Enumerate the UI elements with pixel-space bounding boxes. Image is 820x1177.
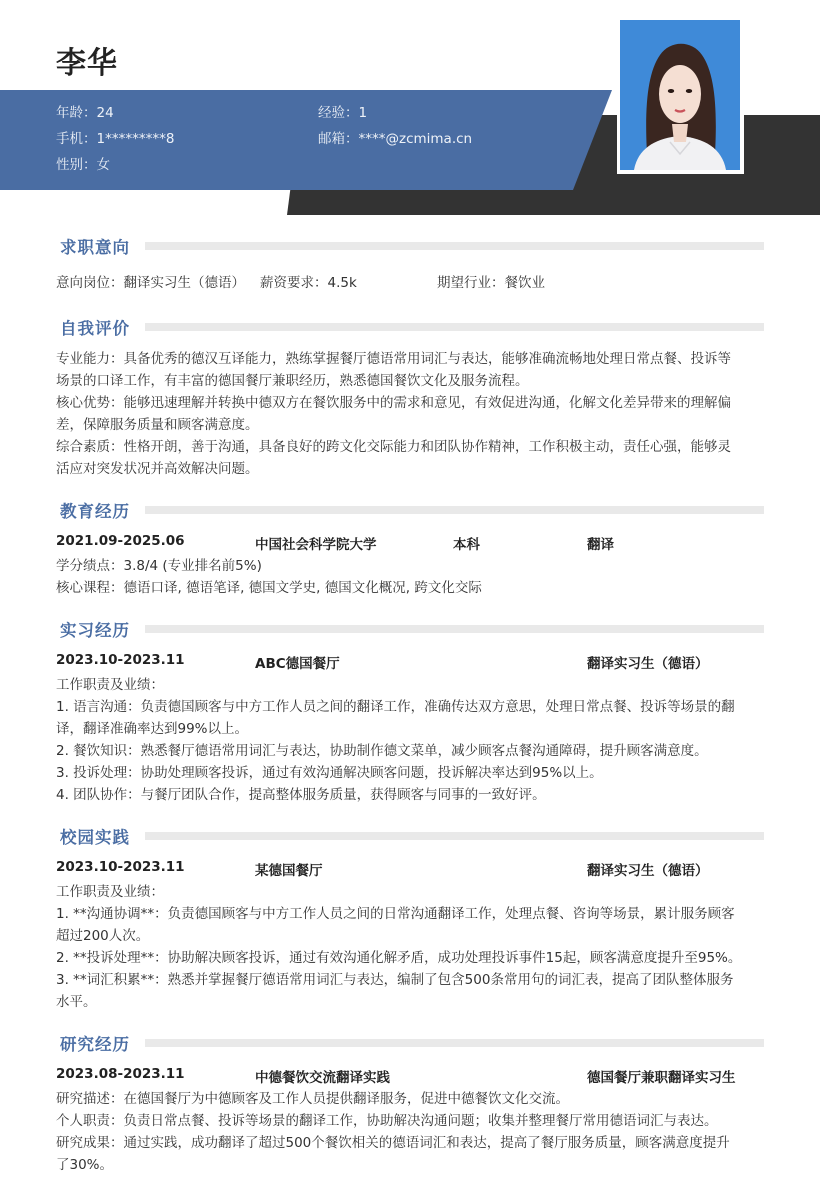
section-title: 校园实践 bbox=[60, 828, 130, 847]
education-date: 2021.09-2025.06 bbox=[56, 533, 185, 549]
profile-photo bbox=[620, 20, 740, 170]
research-role: 德国餐厅兼职翻译实习生 bbox=[587, 1070, 736, 1086]
research-line: 研究成果：通过实践，成功翻译了超过500个餐饮相关的德语词汇和表达，提高了餐厅服务质量，顾客满意度提升 bbox=[56, 1135, 730, 1151]
internship-line: 3. 投诉处理：协助处理顾客投诉，通过有效沟通解决顾客问题，投诉解决率达到95%以上。 bbox=[56, 765, 603, 781]
section-divider bbox=[145, 323, 764, 331]
section-title: 实习经历 bbox=[60, 621, 130, 640]
internship-date: 2023.10-2023.11 bbox=[56, 652, 185, 668]
self-eval-line: 综合素质：性格开朗，善于沟通，具备良好的跨文化交际能力和团队协作精神，工作积极主动，责任心强，能够灵 bbox=[56, 439, 731, 455]
research-line: 个人职责：负责日常点餐、投诉等场景的翻译工作，协助解决沟通问题；收集并整理餐厅常用德语词汇与表达。 bbox=[56, 1113, 718, 1129]
portrait-icon bbox=[620, 20, 740, 170]
research-date: 2023.08-2023.11 bbox=[56, 1066, 185, 1082]
intent-position: 意向岗位：翻译实习生（德语） bbox=[56, 275, 245, 291]
campus-line: 3. **词汇积累**：熟悉并掌握餐厅德语常用词汇与表达，编制了包含500条常用句的词汇表，提高了团队整体服务 bbox=[56, 972, 734, 988]
internship-line: 4. 团队协作：与餐厅团队合作，提高整体服务质量，获得顾客与同事的一致好评。 bbox=[56, 787, 546, 803]
self-eval-line: 活应对突发状况并高效解决问题。 bbox=[56, 461, 259, 477]
info-phone: 手机：1*********8 bbox=[56, 131, 175, 147]
education-major: 翻译 bbox=[587, 537, 614, 553]
intent-industry: 期望行业：餐饮业 bbox=[437, 275, 545, 291]
intent-salary: 薪资要求：4.5k bbox=[260, 275, 357, 291]
campus-role: 翻译实习生（德语） bbox=[587, 863, 709, 879]
campus-line: 2. **投诉处理**：协助解决顾客投诉，通过有效沟通化解矛盾，成功处理投诉事件15起，顾客满意度提升至95%。 bbox=[56, 950, 742, 966]
internship-line: 工作职责及业绩： bbox=[56, 677, 164, 693]
self-eval-line: 专业能力：具备优秀的德汉互译能力，熟练掌握餐厅德语常用词汇与表达，能够准确流畅地处理日常点餐、投诉等 bbox=[56, 351, 731, 367]
section-header-campus bbox=[0, 824, 820, 850]
section-divider bbox=[145, 1039, 764, 1047]
campus-line: 1. **沟通协调**：负责德国顾客与中方工作人员之间的日常沟通翻译工作，处理点餐、咨询等场景，累计服务顾客 bbox=[56, 906, 735, 922]
section-title: 求职意向 bbox=[60, 238, 130, 257]
section-divider bbox=[145, 242, 764, 250]
self-eval-line: 核心优势：能够迅速理解并转换中德双方在餐饮服务中的需求和意见，有效促进沟通，化解文化差异带来的理解偏 bbox=[56, 395, 731, 411]
section-title: 教育经历 bbox=[60, 502, 130, 521]
section-header-internship bbox=[0, 617, 820, 643]
info-age: 年龄：24 bbox=[56, 105, 114, 121]
section-divider bbox=[145, 832, 764, 840]
info-email: 邮箱：****@zcmima.cn bbox=[318, 131, 473, 147]
section-header-intent bbox=[0, 234, 820, 260]
education-line: 学分绩点：3.8/4 (专业排名前5%) bbox=[56, 558, 262, 574]
section-header-self-eval bbox=[0, 315, 820, 341]
info-gender: 性别：女 bbox=[56, 157, 110, 173]
education-line: 核心课程：德语口译, 德语笔译, 德国文学史, 德国文化概况, 跨文化交际 bbox=[56, 580, 482, 596]
education-degree: 本科 bbox=[453, 537, 480, 553]
campus-line: 超过200人次。 bbox=[56, 928, 150, 944]
internship-line: 译，翻译准确率达到99%以上。 bbox=[56, 721, 249, 737]
campus-company: 某德国餐厅 bbox=[255, 863, 323, 879]
campus-date: 2023.10-2023.11 bbox=[56, 859, 185, 875]
research-line: 了30%。 bbox=[56, 1157, 114, 1173]
self-eval-line: 场景的口译工作，有丰富的德国餐厅兼职经历，熟悉德国餐饮文化及服务流程。 bbox=[56, 373, 529, 389]
education-school: 中国社会科学院大学 bbox=[255, 537, 377, 553]
section-title: 研究经历 bbox=[60, 1035, 130, 1054]
section-divider bbox=[145, 506, 764, 514]
resume-header bbox=[0, 0, 820, 220]
self-eval-line: 差，保障服务质量和顾客满意度。 bbox=[56, 417, 259, 433]
internship-role: 翻译实习生（德语） bbox=[587, 656, 709, 672]
section-divider bbox=[145, 625, 764, 633]
research-line: 研究描述：在德国餐厅为中德顾客及工作人员提供翻译服务，促进中德餐饮文化交流。 bbox=[56, 1091, 569, 1107]
info-experience: 经验：1 bbox=[318, 105, 368, 121]
internship-line: 1. 语言沟通：负责德国顾客与中方工作人员之间的翻译工作，准确传达双方意思，处理日常点餐、投诉等场景的翻 bbox=[56, 699, 735, 715]
campus-line: 水平。 bbox=[56, 994, 97, 1010]
campus-line: 工作职责及业绩： bbox=[56, 884, 164, 900]
research-project: 中德餐饮交流翻译实践 bbox=[255, 1070, 390, 1086]
section-header-education bbox=[0, 498, 820, 524]
section-header-research bbox=[0, 1031, 820, 1057]
internship-company: ABC德国餐厅 bbox=[255, 656, 340, 672]
candidate-name: 李华 bbox=[56, 46, 118, 81]
internship-line: 2. 餐饮知识：熟悉餐厅德语常用词汇与表达，协助制作德文菜单，减少顾客点餐沟通障碍，提升顾客满意度。 bbox=[56, 743, 708, 759]
section-title: 自我评价 bbox=[60, 319, 130, 338]
